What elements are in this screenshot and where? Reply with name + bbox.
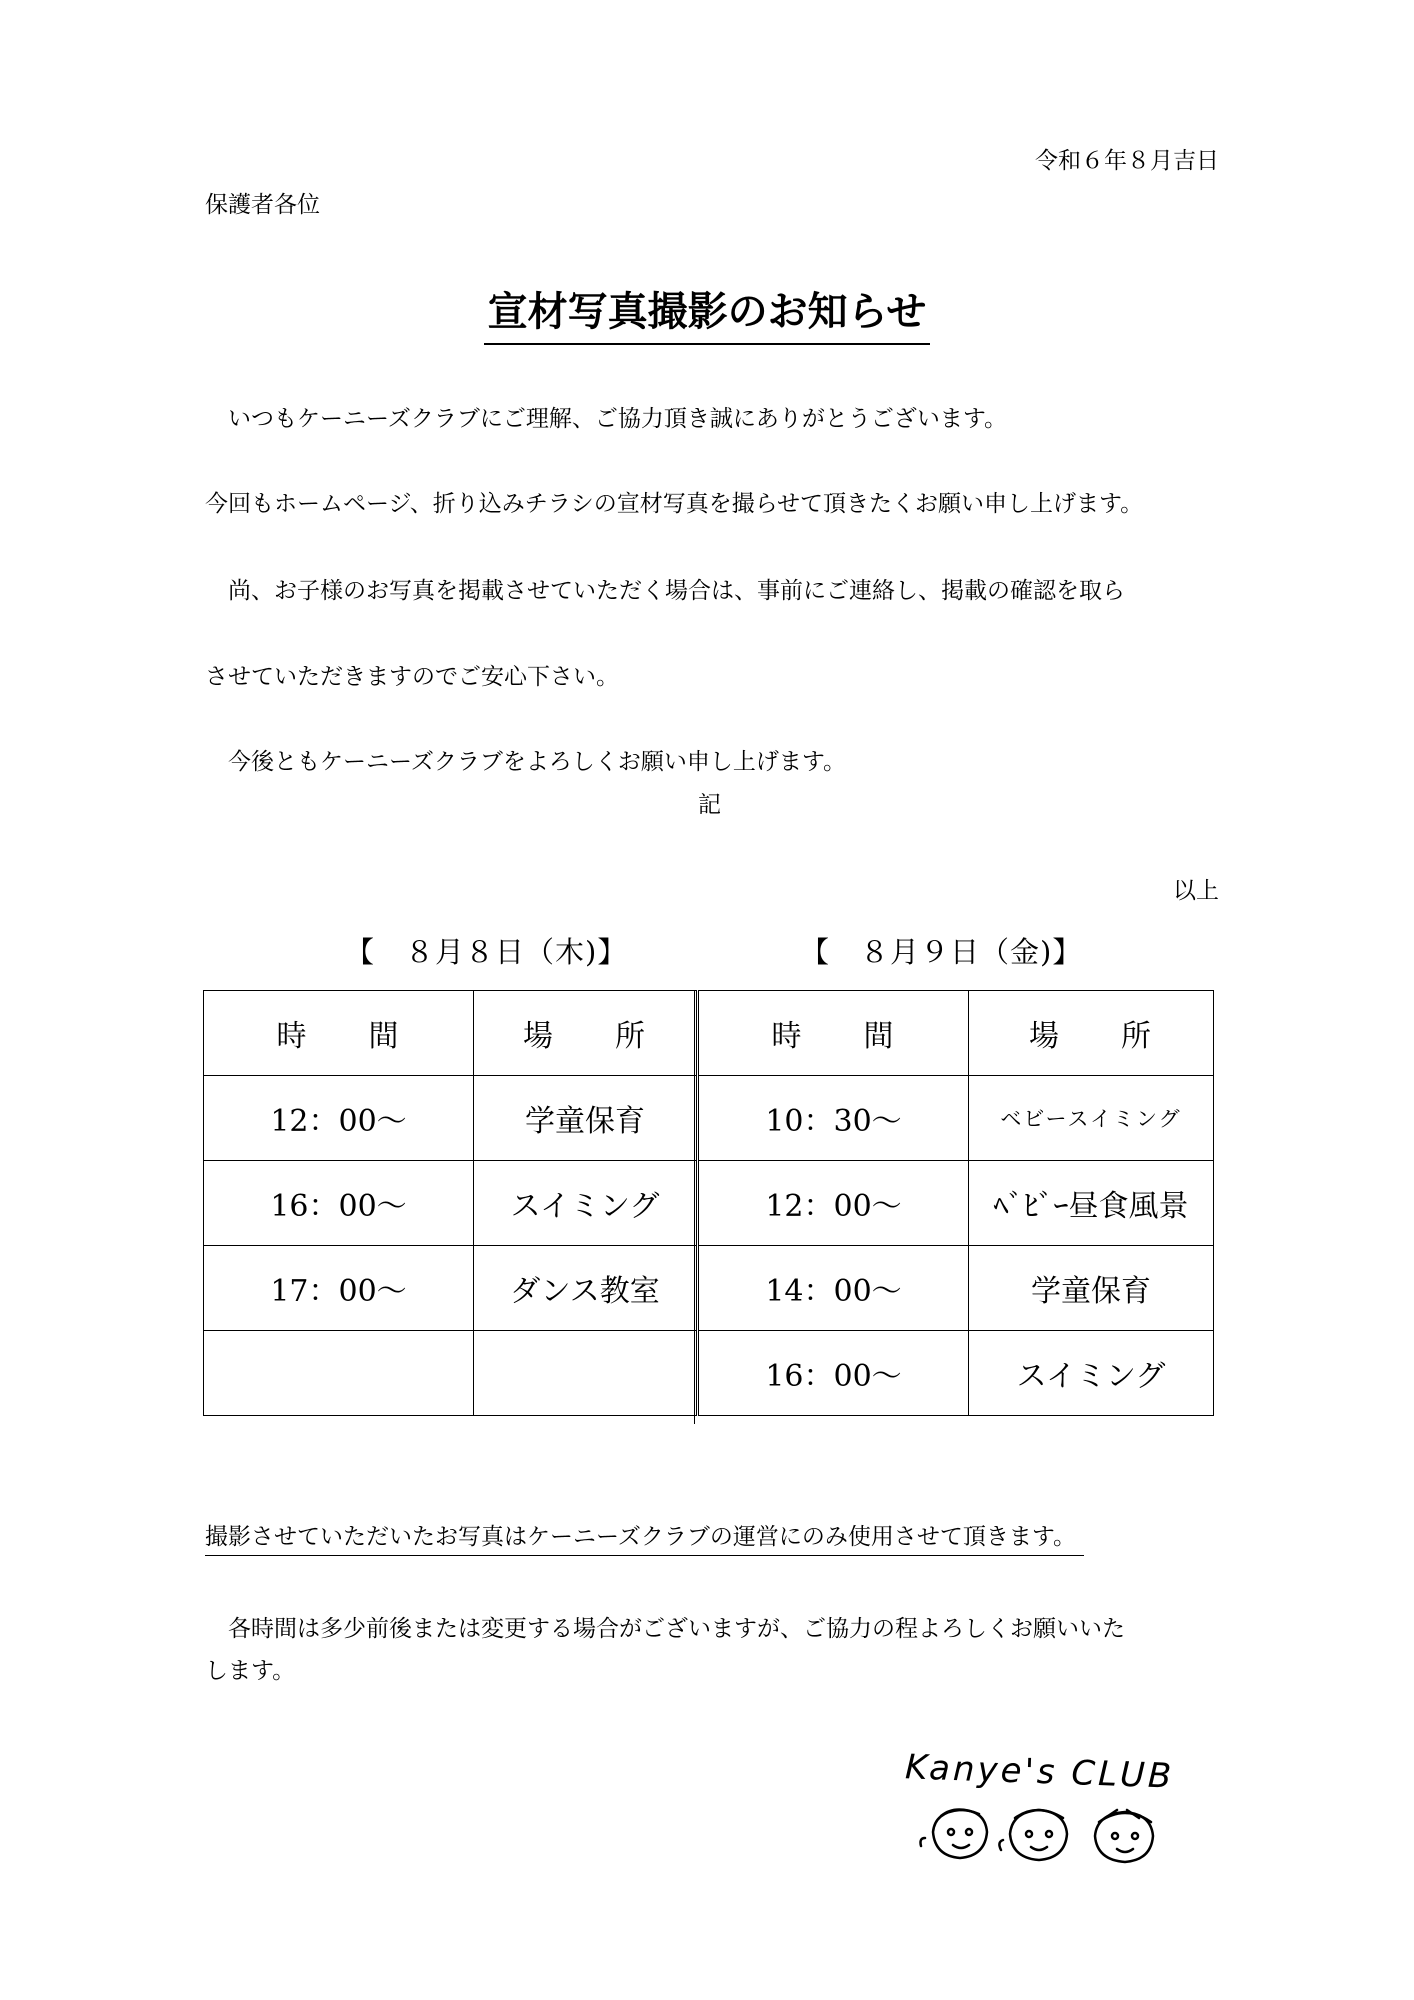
- paragraph-consent-line1: 尚、お子様のお写真を掲載させていただく場合は、事前にご連絡し、掲載の確認を取ら: [228, 578, 1125, 604]
- day1-heading: 【 ８月８日（木)】: [345, 935, 628, 969]
- header-place-char2: 所: [1121, 1019, 1153, 1054]
- header-place: [474, 991, 697, 1076]
- time-cell: 14：00〜: [699, 1246, 969, 1331]
- closing-line2: します。: [205, 1658, 296, 1684]
- header-time-char1: 時: [771, 1019, 804, 1054]
- time-cell: 16：00〜: [204, 1161, 474, 1246]
- table-row: [204, 1161, 697, 1246]
- document-title: 宣材写真撮影のお知らせ: [484, 280, 931, 345]
- ki-mark: 記: [698, 792, 721, 818]
- paragraph-closing-greeting: 今後ともケーニーズクラブをよろしくお願い申し上げます。: [228, 749, 847, 775]
- ijou-mark: 以上: [1173, 878, 1219, 904]
- day2-heading: 【 ８月９日（金)】: [800, 935, 1083, 969]
- paragraph-request: 今回もホームページ、折り込みチラシの宣材写真を撮らせて頂きたくお願い申し上げます。: [205, 491, 1144, 517]
- header-place-char2: 所: [615, 1019, 647, 1054]
- place-cell: スイミング: [474, 1161, 697, 1246]
- header-time-char2: 間: [368, 1019, 401, 1054]
- table-row: [699, 1161, 1214, 1246]
- table-row: [204, 1076, 697, 1161]
- paragraph-greeting: いつもケーニーズクラブにご理解、ご協力頂き誠にありがとうございます。: [228, 406, 1008, 432]
- header-place-char1: 場: [523, 1019, 555, 1054]
- club-logo: [904, 1747, 1205, 1882]
- place-cell: 学童保育: [969, 1246, 1214, 1331]
- place-cell: 学童保育: [474, 1076, 697, 1161]
- table-row: [204, 1246, 697, 1331]
- place-cell: ベビースイミング: [969, 1076, 1214, 1161]
- time-cell: 12：00〜: [699, 1161, 969, 1246]
- paragraph-consent-line2: させていただきますのでご安心下さい。: [205, 664, 619, 690]
- issue-date: 令和６年８月吉日: [1035, 148, 1219, 174]
- place-cell: ダンス教室: [474, 1246, 697, 1331]
- header-time-char2: 間: [863, 1019, 896, 1054]
- header-time: [699, 991, 969, 1076]
- closing-line1: 各時間は多少前後または変更する場合がございますが、ご協力の程よろしくお願いいた: [228, 1616, 1125, 1642]
- table-divider: [694, 990, 697, 1424]
- usage-note: 撮影させていただいたお写真はケーニーズクラブの運営にのみ使用させて頂きます。: [205, 1518, 1084, 1556]
- time-cell: 17：00〜: [204, 1246, 474, 1331]
- header-place-char1: 場: [1029, 1019, 1061, 1054]
- header-time-char1: 時: [276, 1019, 309, 1054]
- table-row: [699, 1246, 1214, 1331]
- header-place: [969, 991, 1214, 1076]
- header-time: [204, 991, 474, 1076]
- table-header-row: [204, 991, 697, 1076]
- table-row: [699, 1076, 1214, 1161]
- schedule-table-day1: [203, 990, 697, 1416]
- table-row: [204, 1331, 697, 1416]
- table-row: [699, 1331, 1214, 1416]
- place-cell: ﾍﾞﾋﾞｰ昼食風景: [969, 1161, 1214, 1246]
- time-cell: 10：30〜: [699, 1076, 969, 1161]
- document-title-wrapper: [0, 280, 1414, 345]
- time-cell: 16：00〜: [699, 1331, 969, 1416]
- place-cell: [474, 1331, 697, 1416]
- club-logo-text: Kanye's CLUB: [904, 1747, 1175, 1797]
- time-cell: [204, 1331, 474, 1416]
- time-cell: 12：00〜: [204, 1076, 474, 1161]
- recipient: 保護者各位: [205, 192, 320, 218]
- table-header-row: [699, 991, 1214, 1076]
- club-logo-faces: [905, 1752, 1205, 1882]
- place-cell: スイミング: [969, 1331, 1214, 1416]
- schedule-table-day2: [698, 990, 1214, 1416]
